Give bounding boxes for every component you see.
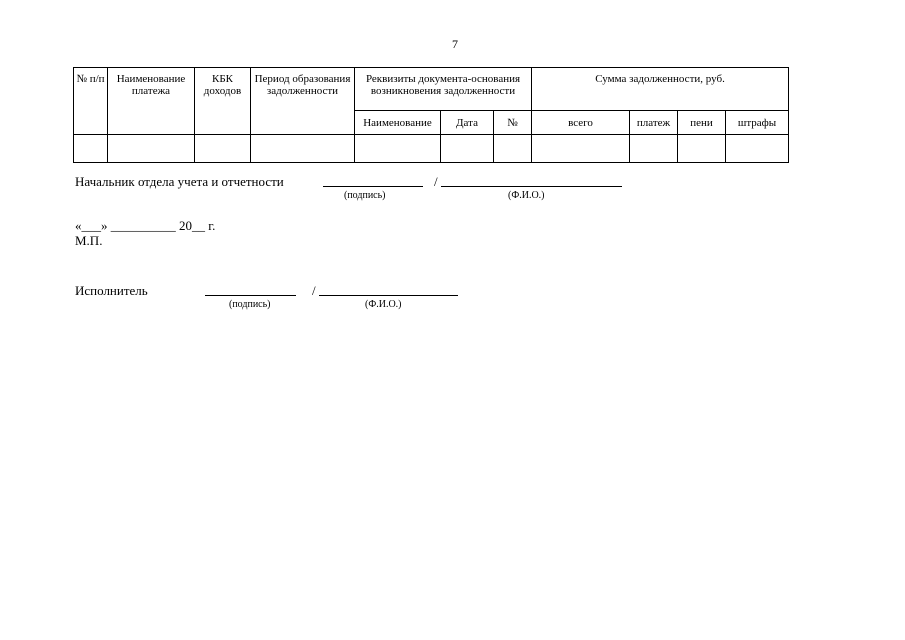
head-fio-line[interactable] <box>441 186 622 187</box>
executor-slash: / <box>312 283 316 298</box>
header-num: № п/п <box>74 68 108 135</box>
head-signature-line[interactable] <box>323 186 423 187</box>
subheader-total: всего <box>532 111 630 135</box>
executor-fio-line[interactable] <box>319 295 458 296</box>
table-cell[interactable] <box>678 135 726 163</box>
executor-signature-caption: (подпись) <box>229 299 271 310</box>
table-cell[interactable] <box>355 135 441 163</box>
table-cell[interactable] <box>251 135 355 163</box>
date-line: «___» __________ 20__ г. <box>75 218 216 233</box>
head-label: Начальник отдела учета и отчетности <box>75 174 284 189</box>
header-period: Период образования задолженности <box>251 68 355 135</box>
head-signature-caption: (подпись) <box>344 190 386 201</box>
table-cell[interactable] <box>441 135 494 163</box>
subheader-payment: платеж <box>630 111 678 135</box>
subheader-doc-date: Дата <box>441 111 494 135</box>
executor-signature-line[interactable] <box>205 295 296 296</box>
table-cell[interactable] <box>108 135 195 163</box>
table-row <box>74 135 789 163</box>
debt-table <box>73 67 789 163</box>
subheader-doc-name: Наименование <box>355 111 441 135</box>
head-fio-caption: (Ф.И.О.) <box>508 190 545 201</box>
header-kbk: КБК доходов <box>195 68 251 135</box>
header-debt-sum: Сумма задолженности, руб. <box>532 68 789 111</box>
table-cell[interactable] <box>726 135 789 163</box>
header-payment-name: Наименование платежа <box>108 68 195 135</box>
executor-label: Исполнитель <box>75 283 148 298</box>
table-cell[interactable] <box>532 135 630 163</box>
seal-label: М.П. <box>75 233 103 248</box>
table-cell[interactable] <box>630 135 678 163</box>
page-number: 7 <box>452 37 458 51</box>
head-slash: / <box>434 174 438 189</box>
executor-fio-caption: (Ф.И.О.) <box>365 299 402 310</box>
table-cell[interactable] <box>195 135 251 163</box>
header-doc-requisites: Реквизиты документа-основания возникновения задолженности <box>355 68 532 111</box>
table-cell[interactable] <box>494 135 532 163</box>
subheader-penalty-interest: пени <box>678 111 726 135</box>
subheader-fines: штрафы <box>726 111 789 135</box>
table-cell[interactable] <box>74 135 108 163</box>
subheader-doc-num: № <box>494 111 532 135</box>
